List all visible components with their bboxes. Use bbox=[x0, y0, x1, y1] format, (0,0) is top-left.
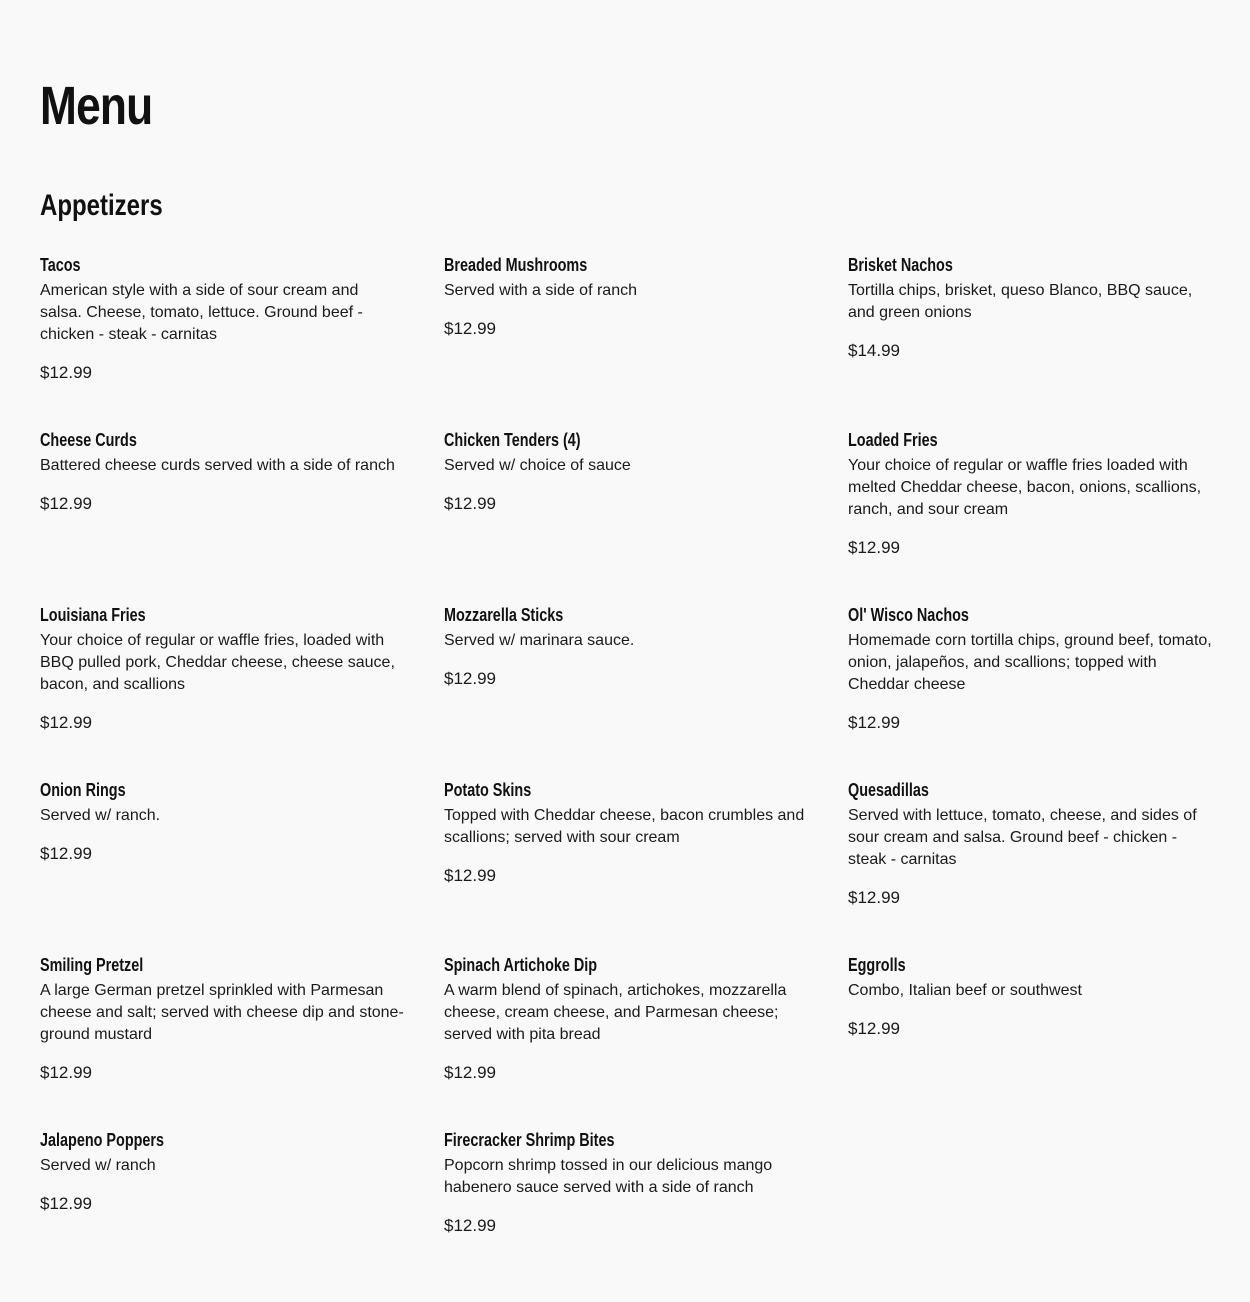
menu-item-price: $14.99 bbox=[848, 341, 900, 360]
menu-item-price: $12.99 bbox=[40, 363, 92, 382]
menu-item-name: Quesadillas bbox=[848, 780, 929, 800]
menu-item-name: Loaded Fries bbox=[848, 430, 938, 450]
menu-item bbox=[444, 427, 808, 602]
menu-item bbox=[40, 777, 404, 952]
menu-item bbox=[444, 777, 808, 952]
menu-item-name: Cheese Curds bbox=[40, 430, 137, 450]
menu-item-name: Ol' Wisco Nachos bbox=[848, 605, 969, 625]
menu-item-name: Spinach Artichoke Dip bbox=[444, 955, 598, 975]
menu-item-name: Potato Skins bbox=[444, 780, 532, 800]
menu-items-grid bbox=[40, 252, 1212, 1302]
menu-item bbox=[444, 602, 808, 777]
menu-item bbox=[40, 1127, 404, 1302]
menu-item-description: Your choice of regular or waffle fries, loaded with BBQ pulled pork, Cheddar cheese, cheese sauce, bacon, and scallions bbox=[40, 632, 395, 693]
menu-item-description: A large German pretzel sprinkled with Parmesan cheese and salt; served with cheese dip and stone-ground mustard bbox=[40, 982, 404, 1043]
menu-item-description: Served w/ ranch bbox=[40, 1157, 156, 1174]
menu-item-description: Served w/ choice of sauce bbox=[444, 457, 631, 474]
menu-item-description: Served w/ marinara sauce. bbox=[444, 632, 635, 649]
menu-item-name: Mozzarella Sticks bbox=[444, 605, 564, 625]
menu-item-price: $12.99 bbox=[40, 1063, 92, 1082]
menu-item-description: Served with a side of ranch bbox=[444, 282, 637, 299]
menu-item-price: $12.99 bbox=[40, 494, 92, 513]
menu-item-description: Popcorn shrimp tossed in our delicious mango habenero sauce served with a side of ranch bbox=[444, 1157, 773, 1196]
menu-item bbox=[40, 252, 404, 427]
menu-item-price: $12.99 bbox=[40, 713, 92, 732]
menu-item bbox=[444, 1127, 808, 1302]
menu-item-name: Chicken Tenders (4) bbox=[444, 430, 581, 450]
menu-item-name: Onion Rings bbox=[40, 780, 126, 800]
menu-item-price: $12.99 bbox=[444, 494, 496, 513]
menu-item-name: Brisket Nachos bbox=[848, 255, 953, 275]
menu-item-description: Served with lettuce, tomato, cheese, and sides of sour cream and salsa. Ground beef - chicken - steak - carnitas bbox=[848, 807, 1197, 868]
menu-item-name: Louisiana Fries bbox=[40, 605, 146, 625]
menu-item-description: American style with a side of sour cream and salsa. Cheese, tomato, lettuce. Ground beef - chicken - steak - carnitas bbox=[40, 282, 363, 343]
menu-item-name: Firecracker Shrimp Bites bbox=[444, 1130, 615, 1150]
menu-item-description: Served w/ ranch. bbox=[40, 807, 161, 824]
menu-item-price: $12.99 bbox=[848, 713, 900, 732]
menu-item-description: Battered cheese curds served with a side of ranch bbox=[40, 457, 395, 474]
menu-item bbox=[848, 427, 1212, 602]
menu-item bbox=[848, 602, 1212, 777]
menu-item-name: Eggrolls bbox=[848, 955, 906, 975]
menu-item-name: Jalapeno Poppers bbox=[40, 1130, 165, 1150]
menu-item bbox=[848, 952, 1212, 1127]
menu-item-price: $12.99 bbox=[40, 1194, 92, 1213]
menu-item-price: $12.99 bbox=[444, 319, 496, 338]
menu-item-description: Topped with Cheddar cheese, bacon crumbles and scallions; served with sour cream bbox=[444, 807, 805, 846]
menu-item-description: A warm blend of spinach, artichokes, mozzarella cheese, cream cheese, and Parmesan cheese; served with pita bread bbox=[444, 982, 787, 1043]
menu-item bbox=[40, 427, 404, 602]
menu-item bbox=[444, 952, 808, 1127]
menu-item-price: $12.99 bbox=[848, 888, 900, 907]
menu-item-name: Smiling Pretzel bbox=[40, 955, 144, 975]
menu-item-price: $12.99 bbox=[848, 1019, 900, 1038]
menu-item-price: $12.99 bbox=[40, 844, 92, 863]
menu-item-description: Homemade corn tortilla chips, ground beef, tomato, onion, jalapeños, and scallions; topped with Cheddar cheese bbox=[848, 632, 1212, 693]
menu-item bbox=[40, 602, 404, 777]
menu-item-name: Breaded Mushrooms bbox=[444, 255, 588, 275]
menu-item-description: Combo, Italian beef or southwest bbox=[848, 982, 1082, 999]
section-title-appetizers: Appetizers bbox=[40, 189, 163, 222]
menu-item-price: $12.99 bbox=[444, 1216, 496, 1235]
menu-item-name: Tacos bbox=[40, 255, 81, 275]
menu-item bbox=[444, 252, 808, 427]
menu-item bbox=[848, 252, 1212, 427]
menu-item-price: $12.99 bbox=[848, 538, 900, 557]
menu-item-price: $12.99 bbox=[444, 866, 496, 885]
menu-item-price: $12.99 bbox=[444, 1063, 496, 1082]
menu-item-description: Tortilla chips, brisket, queso Blanco, BBQ sauce, and green onions bbox=[848, 282, 1193, 321]
menu-item bbox=[40, 952, 404, 1127]
menu-item-price: $12.99 bbox=[444, 669, 496, 688]
menu-item bbox=[848, 777, 1212, 952]
page-title: Menu bbox=[40, 76, 153, 136]
menu-item-description: Your choice of regular or waffle fries loaded with melted Cheddar cheese, bacon, onions, scallions, ranch, and sour cream bbox=[848, 457, 1202, 518]
